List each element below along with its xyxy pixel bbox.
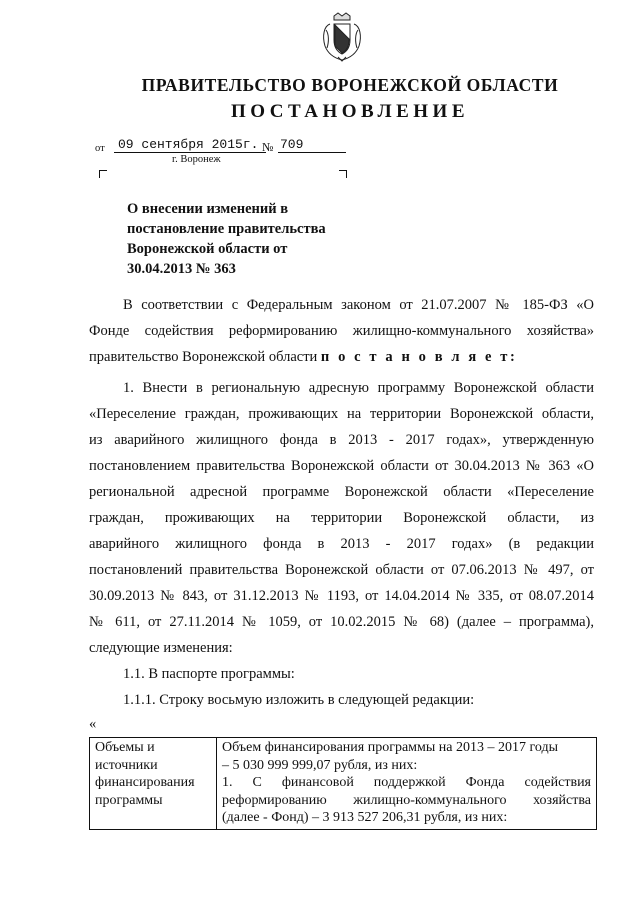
preamble-line: В соответствии с Федеральным законом от 21.07.2007 № 185-ФЗ «О [123,297,594,313]
item1-line: «Переселение граждан, проживающих на территории Воронежской области, [89,406,594,422]
preamble-line-last [89,349,594,366]
item1-line: № 611, от 27.11.2014 № 1059, от 10.02.2015 № 68) (далее – программа), [89,614,594,630]
item1-line: региональной адресной программе Воронежской области «Переселение [89,484,594,500]
document-title [127,199,367,279]
item-1-1-1: 1.1.1. Строку восьмую изложить в следующей редакции: [123,692,475,708]
item-1-1: 1.1. В паспорте программы: [123,666,295,682]
item1-line: 1. Внести в региональную адресную программу Воронежской области [123,380,594,396]
title-line: 30.04.2013 № 363 [127,261,236,277]
item1-line: постановлением правительства Воронежской области от 30.04.2013 № 363 «О [89,458,594,474]
label-line: программы [95,792,163,808]
item1-line: следующие изменения: [89,640,233,656]
item1-line: аварийного жилищного фонда в 2013 - 2017 годах» (в редакции [89,536,594,552]
content-line: – 5 030 999 999,07 рубля, из них: [222,757,418,773]
preamble-line: Фонде содействия реформированию жилищно-коммунального хозяйства» [89,323,594,339]
item1-line: из аварийного жилищного фонда в 2013 - 2017 годах», утвержденную [89,432,594,448]
organization-name: ПРАВИТЕЛЬСТВО ВОРОНЕЖСКОЙ ОБЛАСТИ [141,75,559,95]
table-content-cell [217,738,597,830]
document-type: ПОСТАНОВЛЕНИЕ [230,101,470,122]
date-prefix: от [95,143,105,154]
item1-line: постановлений правительства Воронежской области от 07.06.2013 № 497, от [89,562,594,578]
corner-bracket-left [99,170,107,178]
content-line: Объем финансирования программы на 2013 – 2017 годы [222,740,559,755]
document-number: 709 [278,137,346,153]
corner-bracket-right [339,170,347,178]
item1-line: граждан, проживающих на территории Воронежской области, из [89,510,594,526]
item1-line: 30.09.2013 № 843, от 31.12.2013 № 1193, от 14.04.2014 № 335, от 08.07.2014 [89,588,594,604]
content-line: реформированию жилищно-коммунального хозяйства [222,792,591,808]
coat-of-arms-emblem [320,12,364,62]
decree-word: п о с т а н о в л я е т: [320,349,518,365]
number-prefix: № [262,140,274,154]
document-date: 09 сентября 2015г. [114,137,266,153]
content-line: 1. С финансовой поддержкой Фонда содействия [222,775,591,790]
place-of-issue: г. Воронеж [172,154,221,165]
preamble-text: правительство Воронежской области [89,349,318,365]
label-line: источники [95,757,158,773]
opening-quote: « [89,716,97,732]
funding-table [89,737,597,830]
label-line: финансирования [95,775,195,790]
title-line: постановление правительства [127,221,326,237]
table-label-cell [90,738,217,830]
label-line: Объемы и [95,740,155,755]
title-line: О внесении изменений в [127,201,289,217]
content-line: (далее - Фонд) – 3 913 527 206,31 рубля, из них: [222,810,508,825]
table-row [90,738,597,830]
title-line: Воронежской области от [127,241,288,257]
